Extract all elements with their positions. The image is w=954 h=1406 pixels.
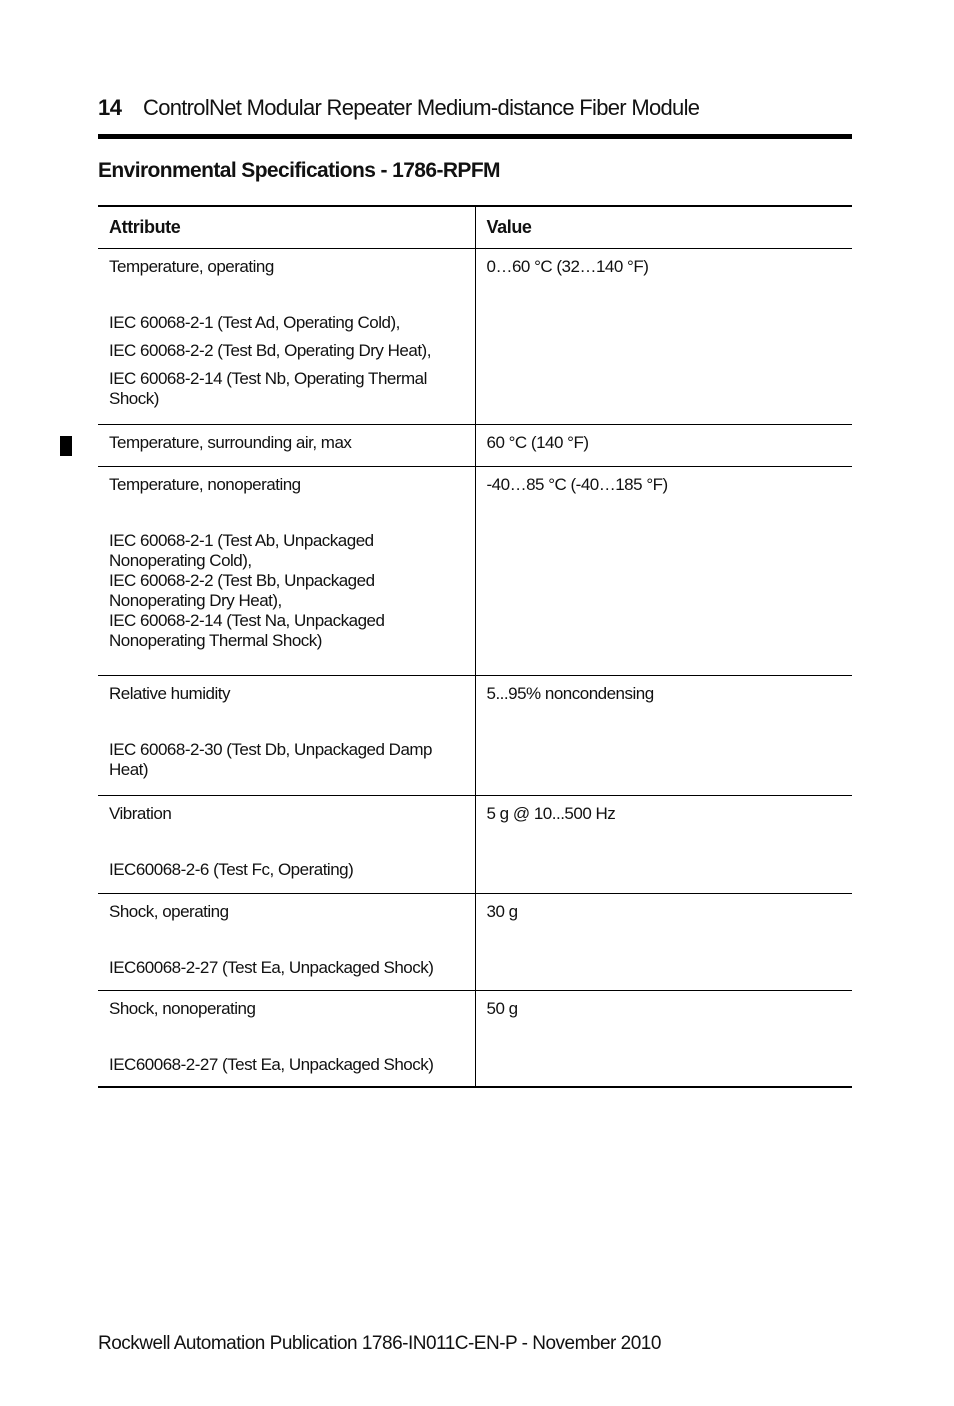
attribute-name: Shock, operating	[109, 902, 229, 921]
column-header-attribute: Attribute	[98, 206, 475, 249]
attribute-cell	[98, 991, 475, 1087]
table-header-row	[98, 206, 852, 249]
test-standard: IEC 60068-2-2 (Test Bb, Unpackaged Nonoperating Dry Heat),	[109, 571, 375, 610]
test-standard: IEC 60068-2-14 (Test Na, Unpackaged Nonoperating Thermal Shock)	[109, 611, 385, 650]
value-cell: 5...95% noncondensing	[486, 684, 654, 703]
attribute-name: Relative humidity	[109, 684, 230, 703]
value-cell: 30 g	[486, 902, 518, 921]
table-row	[98, 467, 852, 676]
table-row	[98, 894, 852, 991]
test-standard: IEC 60068-2-14 (Test Nb, Operating Thermal Shock)	[109, 369, 427, 408]
test-standard: IEC 60068-2-30 (Test Db, Unpackaged Damp Heat)	[109, 740, 433, 779]
table-row	[98, 991, 852, 1087]
attribute-name: Temperature, operating	[109, 257, 274, 276]
value-cell: -40…85 °C (-40…185 °F)	[486, 475, 668, 494]
header-rule	[98, 134, 852, 139]
value-cell: 0…60 °C (32…140 °F)	[486, 257, 649, 276]
attribute-cell	[98, 425, 475, 467]
attribute-cell	[98, 467, 475, 676]
value-cell: 60 °C (140 °F)	[486, 433, 589, 452]
section-title: Environmental Specifications - 1786-RPFM	[98, 159, 500, 182]
page-number: 14	[98, 95, 122, 120]
test-standard: IEC 60068-2-2 (Test Bd, Operating Dry Heat),	[109, 341, 431, 360]
publication-footer: Rockwell Automation Publication 1786-IN011C-EN-P - November 2010	[98, 1333, 661, 1354]
test-standard: IEC 60068-2-1 (Test Ad, Operating Cold),	[109, 313, 400, 332]
test-standard: IEC60068-2-6 (Test Fc, Operating)	[109, 860, 354, 879]
attribute-cell	[98, 249, 475, 425]
column-header-value: Value	[475, 206, 852, 249]
attribute-cell	[98, 676, 475, 796]
value-cell: 50 g	[486, 999, 518, 1018]
test-standard: IEC60068-2-27 (Test Ea, Unpackaged Shock)	[109, 958, 434, 977]
table-row	[98, 249, 852, 425]
table-row	[98, 425, 852, 467]
attribute-name: Shock, nonoperating	[109, 999, 256, 1018]
table-row	[98, 796, 852, 894]
value-cell: 5 g @ 10...500 Hz	[486, 804, 616, 823]
change-bar-marker	[60, 436, 72, 456]
test-standard: IEC60068-2-27 (Test Ea, Unpackaged Shock)	[109, 1055, 434, 1074]
attribute-name: Vibration	[109, 804, 172, 823]
document-title: ControlNet Modular Repeater Medium-distance Fiber Module	[143, 95, 700, 120]
environmental-specifications-table	[98, 205, 852, 1088]
table-row	[98, 676, 852, 796]
attribute-cell	[98, 796, 475, 894]
page-header	[98, 95, 852, 125]
attribute-cell	[98, 894, 475, 991]
test-standard: IEC 60068-2-1 (Test Ab, Unpackaged Nonoperating Cold),	[109, 531, 374, 570]
attribute-name: Temperature, surrounding air, max	[109, 433, 352, 452]
attribute-name: Temperature, nonoperating	[109, 475, 301, 494]
